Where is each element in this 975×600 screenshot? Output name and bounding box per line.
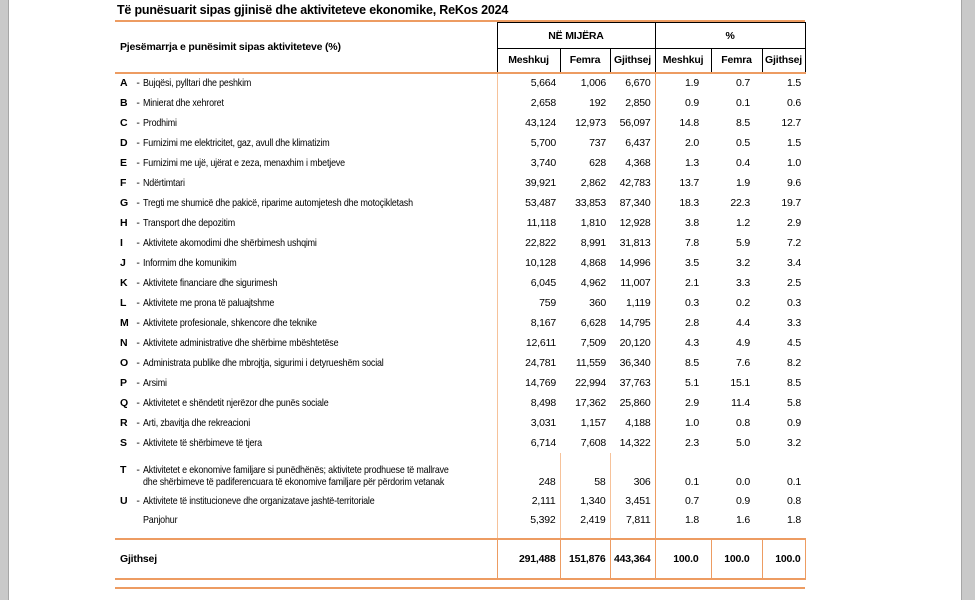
- activity-code: K: [120, 276, 128, 289]
- value-cell: 5.9: [736, 236, 750, 249]
- value-cell: 53,487: [525, 196, 556, 209]
- activity-cell: [115, 93, 497, 113]
- table-row: [115, 273, 805, 293]
- value-cell: 37,763: [619, 376, 651, 389]
- activity-code: L: [120, 296, 127, 309]
- value-cell: 8,991: [580, 236, 606, 249]
- value-cell: 10,128: [525, 256, 556, 269]
- value-cell: 4,868: [580, 256, 606, 269]
- value-cell: 2.9: [655, 393, 711, 413]
- activity-code: G: [120, 196, 128, 209]
- value-cell: 2,419: [560, 511, 610, 539]
- value-cell: 18.3: [655, 193, 711, 213]
- activity-label: Aktivitetet e ekonomive familjare si punëdhënës; aktivitete prodhuese të mallrave: [143, 463, 449, 476]
- table-row: [115, 511, 805, 539]
- activity-label: Aktivitete me prona të paluajtshme: [143, 296, 275, 309]
- value-cell: 2,111: [531, 494, 556, 507]
- activity-code: Q: [120, 396, 128, 409]
- value-cell: 24,781: [525, 356, 556, 369]
- code-separator: -: [136, 156, 140, 169]
- sub-header-femra: Femra: [711, 49, 762, 73]
- table-row: [115, 293, 805, 313]
- activity-code: E: [120, 156, 127, 169]
- code-separator: -: [136, 216, 140, 229]
- value-cell: 0.8: [787, 494, 802, 507]
- page-edge-left: [0, 0, 9, 600]
- value-cell: 5,664: [530, 77, 556, 89]
- activity-code: R: [120, 416, 128, 429]
- value-cell: 737: [589, 136, 606, 149]
- value-cell: 2,850: [625, 96, 651, 109]
- value-cell: 8.5: [787, 376, 802, 389]
- value-cell: 0.9: [655, 93, 711, 113]
- code-separator: -: [136, 316, 140, 329]
- activity-cell: [115, 253, 497, 273]
- activity-label: Aktivitete financiare dhe sigurimesh: [143, 276, 278, 289]
- table-row: [115, 193, 805, 213]
- value-cell: 4,962: [580, 276, 606, 289]
- code-separator: -: [136, 463, 140, 476]
- activity-label-line2: dhe shërbimeve të padiferencuara të ekonomive familjare për përdorim vetanak: [143, 475, 445, 488]
- activity-code: C: [120, 116, 128, 129]
- activity-label: Informim dhe komunikim: [143, 256, 237, 269]
- value-cell: 1.8: [787, 513, 802, 526]
- total-value-cell: 443,364: [610, 539, 655, 579]
- value-cell: 6,628: [580, 316, 606, 329]
- table-row: [115, 93, 805, 113]
- code-separator: -: [136, 356, 140, 369]
- value-cell: 7.2: [787, 236, 802, 249]
- value-cell: 11,007: [620, 276, 651, 289]
- total-value-cell: 291,488: [497, 539, 560, 579]
- value-cell: 1,810: [580, 216, 606, 229]
- value-cell: 17,362: [575, 396, 606, 409]
- value-cell: 4.9: [736, 336, 750, 349]
- code-separator: -: [136, 236, 140, 249]
- value-cell: 0.0: [736, 475, 750, 488]
- value-cell: 1.6: [736, 513, 750, 526]
- activity-code: A: [120, 77, 128, 89]
- value-cell: 0.6: [787, 96, 802, 109]
- table-row: [115, 73, 805, 93]
- code-separator: -: [136, 336, 140, 349]
- value-cell: 1.5: [787, 77, 802, 89]
- value-cell: 2.0: [655, 133, 711, 153]
- activity-cell: [115, 353, 497, 373]
- value-cell: 5,700: [530, 136, 556, 149]
- activity-cell: [115, 233, 497, 253]
- value-cell: 6,670: [625, 77, 651, 89]
- code-separator: -: [136, 376, 140, 389]
- value-cell: 8.5: [655, 353, 711, 373]
- activity-cell: [115, 333, 497, 353]
- value-cell: 3.2: [787, 436, 802, 449]
- activity-cell: [115, 491, 497, 511]
- activity-code: H: [120, 216, 128, 229]
- activity-label: Panjohur: [143, 513, 178, 526]
- value-cell: 2.3: [655, 433, 711, 453]
- value-cell: 3,740: [530, 156, 556, 169]
- value-cell: 0.7: [655, 491, 711, 511]
- report-page: [115, 2, 805, 589]
- value-cell: 3.8: [655, 213, 711, 233]
- code-separator: -: [136, 494, 140, 507]
- group-header-percent: %: [655, 23, 805, 49]
- value-cell: 1.3: [655, 153, 711, 173]
- value-cell: 0.3: [787, 296, 802, 309]
- total-value-cell: 151,876: [560, 539, 610, 579]
- value-cell: 19.7: [781, 196, 802, 209]
- activity-label: Furnizimi me ujë, ujërat e zeza, menaxhim i mbetjeve: [143, 156, 345, 169]
- activity-code: S: [120, 436, 127, 449]
- activity-label: Prodhimi: [143, 116, 177, 129]
- activity-cell: [115, 73, 497, 93]
- activity-label: Aktivitete profesionale, shkencore dhe teknike: [143, 316, 317, 329]
- activity-code: F: [120, 176, 127, 189]
- value-cell: 759: [539, 296, 556, 309]
- value-cell: 14.8: [655, 113, 711, 133]
- activity-cell: [115, 193, 497, 213]
- value-cell: 1,006: [580, 77, 606, 89]
- value-cell: 12,973: [575, 116, 606, 129]
- activity-code: M: [120, 316, 129, 329]
- sub-header-femra: Femra: [560, 49, 610, 73]
- value-cell: 6,714: [530, 436, 556, 449]
- value-cell: 1,340: [560, 491, 610, 511]
- value-cell: 192: [589, 96, 606, 109]
- value-cell: 4.5: [787, 336, 802, 349]
- table-row: [115, 173, 805, 193]
- activity-label: Tregti me shumicë dhe pakicë, riparime automjetesh dhe motoçikletash: [143, 196, 413, 209]
- value-cell: 4.4: [736, 316, 750, 329]
- value-cell: 0.2: [736, 296, 750, 309]
- value-cell: 360: [589, 296, 606, 309]
- value-cell: 8.5: [736, 116, 750, 129]
- value-cell: 4,368: [625, 156, 651, 169]
- value-cell: 0.8: [736, 416, 750, 429]
- table-bottom-rule: [115, 587, 805, 589]
- activity-label: Furnizimi me elektricitet, gaz, avull dhe klimatizim: [143, 136, 330, 149]
- value-cell: 58: [560, 453, 610, 491]
- value-cell: 14,795: [619, 316, 651, 329]
- table-row: [115, 373, 805, 393]
- value-cell: 1.8: [655, 511, 711, 539]
- value-cell: 3.4: [787, 256, 802, 269]
- value-cell: 39,921: [525, 176, 556, 189]
- code-separator: -: [136, 416, 140, 429]
- code-separator: -: [136, 196, 140, 209]
- activity-label: Bujqësi, pylltari dhe peshkim: [143, 77, 252, 89]
- value-cell: 1,157: [580, 416, 606, 429]
- value-cell: 0.5: [736, 136, 750, 149]
- value-cell: 31,813: [619, 236, 651, 249]
- value-cell: 1.9: [736, 176, 750, 189]
- value-cell: 5.8: [787, 396, 802, 409]
- value-cell: 0.3: [655, 293, 711, 313]
- value-cell: 248: [538, 475, 556, 488]
- value-cell: 12,928: [619, 216, 651, 229]
- value-cell: 5.1: [655, 373, 711, 393]
- activity-label: Aktivitetet e shëndetit njerëzor dhe punës sociale: [143, 396, 329, 409]
- activity-cell: [115, 373, 497, 393]
- value-cell: 5,392: [530, 513, 556, 526]
- table-row: [115, 393, 805, 413]
- value-cell: 12.7: [781, 116, 802, 129]
- activity-label: Aktivitete të institucioneve dhe organizatave jashtë-territoriale: [143, 494, 375, 507]
- value-cell: 14,769: [525, 376, 556, 389]
- activity-cell: [115, 213, 497, 233]
- activity-label: Ndërtimtari: [143, 176, 185, 189]
- page-edge-right: [961, 0, 975, 600]
- value-cell: 11.4: [731, 396, 750, 409]
- page-title: Të punësuarit sipas gjinisë dhe aktiviteteve ekonomike, ReKos 2024: [115, 2, 805, 22]
- activity-cell: [115, 393, 497, 413]
- total-value-cell: 100.0: [762, 539, 805, 579]
- activity-label: Aktivitete administrative dhe shërbime mbështetëse: [143, 336, 339, 349]
- activity-cell: [115, 433, 497, 453]
- code-separator: -: [136, 96, 140, 109]
- sub-header-gjithsej: Gjithsej: [610, 49, 655, 73]
- code-separator: -: [136, 256, 140, 269]
- group-header-row: [115, 23, 805, 49]
- activity-label: Administrata publike dhe mbrojtja, sigurimi i detyrueshëm social: [143, 356, 384, 369]
- code-separator: -: [136, 396, 140, 409]
- value-cell: 20,120: [619, 336, 651, 349]
- value-cell: 5.0: [736, 436, 750, 449]
- code-separator: -: [136, 77, 140, 89]
- value-cell: 1.2: [736, 216, 750, 229]
- table-row: [115, 413, 805, 433]
- value-cell: 56,097: [619, 116, 651, 129]
- code-separator: -: [136, 296, 140, 309]
- table-row: [115, 213, 805, 233]
- activity-code: J: [120, 256, 126, 269]
- value-cell: 1,119: [626, 296, 651, 309]
- value-cell: 36,340: [619, 356, 651, 369]
- code-separator: -: [136, 276, 140, 289]
- total-row: [115, 539, 805, 579]
- table-row: [115, 453, 805, 491]
- activity-label: Arsimi: [143, 376, 167, 389]
- value-cell: 2.1: [655, 273, 711, 293]
- activity-cell: [115, 511, 497, 539]
- activity-cell: [115, 313, 497, 333]
- value-cell: 15.1: [730, 376, 750, 389]
- code-separator: -: [136, 176, 140, 189]
- value-cell: 628: [589, 156, 606, 169]
- value-cell: 1.9: [655, 73, 711, 93]
- activity-code: I: [120, 236, 123, 249]
- value-cell: 6,437: [625, 136, 651, 149]
- value-cell: 87,340: [619, 196, 651, 209]
- activity-cell: [115, 173, 497, 193]
- value-cell: 2,862: [580, 176, 606, 189]
- table-row: [115, 333, 805, 353]
- value-cell: 25,860: [619, 396, 651, 409]
- table-row: [115, 233, 805, 253]
- value-cell: 3.2: [736, 256, 750, 269]
- value-cell: 7.6: [736, 356, 750, 369]
- activity-cell: [115, 113, 497, 133]
- value-cell: 0.7: [736, 77, 750, 89]
- activity-label: Transport dhe depozitim: [143, 216, 235, 229]
- value-cell: 0.4: [736, 156, 750, 169]
- value-cell: 3,031: [530, 416, 556, 429]
- value-cell: 22,994: [575, 376, 606, 389]
- value-cell: 3.3: [736, 276, 750, 289]
- total-value-cell: 100.0: [711, 539, 762, 579]
- value-cell: 22.3: [730, 196, 750, 209]
- activity-label: Aktivitete akomodimi dhe shërbimesh ushqimi: [143, 236, 317, 249]
- value-cell: 0.1: [787, 475, 802, 488]
- activity-code: T: [120, 463, 127, 476]
- table-row: [115, 313, 805, 333]
- value-cell: 1.5: [787, 136, 802, 149]
- code-separator: -: [136, 116, 140, 129]
- activity-code: O: [120, 356, 128, 369]
- value-cell: 8,167: [530, 316, 556, 329]
- value-cell: 6,045: [530, 276, 556, 289]
- table-row: [115, 491, 805, 511]
- code-separator: -: [136, 136, 140, 149]
- activity-cell: [115, 453, 497, 491]
- activity-cell: [115, 153, 497, 173]
- value-cell: 7,509: [580, 336, 606, 349]
- value-cell: 7,811: [610, 511, 655, 539]
- value-cell: 1.0: [787, 156, 802, 169]
- table-row: [115, 353, 805, 373]
- sub-header-meshkuj: Meshkuj: [497, 49, 560, 73]
- value-cell: 9.6: [787, 176, 802, 189]
- value-cell: 306: [610, 453, 655, 491]
- table-row: [115, 133, 805, 153]
- column-header-activities: Pjesëmarrja e punësimit sipas aktiviteteve (%): [115, 23, 497, 73]
- code-separator: -: [136, 436, 140, 449]
- value-cell: 11,559: [575, 356, 606, 369]
- value-cell: 1.0: [655, 413, 711, 433]
- value-cell: 7,608: [580, 436, 606, 449]
- employment-table: [115, 22, 806, 580]
- activity-cell: [115, 133, 497, 153]
- activity-code: P: [120, 376, 127, 389]
- value-cell: 0.1: [736, 96, 750, 109]
- table-row: [115, 153, 805, 173]
- value-cell: 3,451: [610, 491, 655, 511]
- value-cell: 7.8: [655, 233, 711, 253]
- activity-cell: [115, 413, 497, 433]
- value-cell: 11,118: [526, 216, 556, 229]
- value-cell: 42,783: [619, 176, 651, 189]
- total-label: Gjithsej: [115, 539, 497, 579]
- value-cell: 2,658: [530, 96, 556, 109]
- table-row: [115, 253, 805, 273]
- value-cell: 2.5: [787, 276, 802, 289]
- activity-cell: [115, 293, 497, 313]
- value-cell: 33,853: [575, 196, 606, 209]
- value-cell: 22,822: [525, 236, 556, 249]
- activity-code: D: [120, 136, 128, 149]
- sub-header-gjithsej: Gjithsej: [762, 49, 805, 73]
- value-cell: 2.9: [787, 216, 802, 229]
- table-row: [115, 433, 805, 453]
- value-cell: 13.7: [655, 173, 711, 193]
- value-cell: 4,188: [625, 416, 651, 429]
- activity-cell: [115, 273, 497, 293]
- value-cell: 0.1: [655, 453, 711, 491]
- value-cell: 2.8: [655, 313, 711, 333]
- value-cell: 14,996: [619, 256, 651, 269]
- total-value-cell: 100.0: [655, 539, 711, 579]
- value-cell: 0.9: [736, 494, 750, 507]
- value-cell: 14,322: [619, 436, 651, 449]
- activity-label: Aktivitete të shërbimeve të tjera: [143, 436, 262, 449]
- activity-code: N: [120, 336, 128, 349]
- sub-header-meshkuj: Meshkuj: [655, 49, 711, 73]
- table-row: [115, 113, 805, 133]
- value-cell: 43,124: [525, 116, 556, 129]
- group-header-thousands: NË MIJËRA: [497, 23, 655, 49]
- value-cell: 4.3: [655, 333, 711, 353]
- activity-label: Arti, zbavitja dhe rekreacioni: [143, 416, 251, 429]
- value-cell: 8,498: [530, 396, 556, 409]
- value-cell: 3.5: [655, 253, 711, 273]
- value-cell: 3.3: [787, 316, 802, 329]
- activity-code: U: [120, 494, 128, 507]
- activity-code: B: [120, 96, 128, 109]
- value-cell: 8.2: [787, 356, 802, 369]
- value-cell: 0.9: [787, 416, 802, 429]
- activity-label: Minierat dhe xehroret: [143, 96, 224, 109]
- value-cell: 12,611: [525, 336, 556, 349]
